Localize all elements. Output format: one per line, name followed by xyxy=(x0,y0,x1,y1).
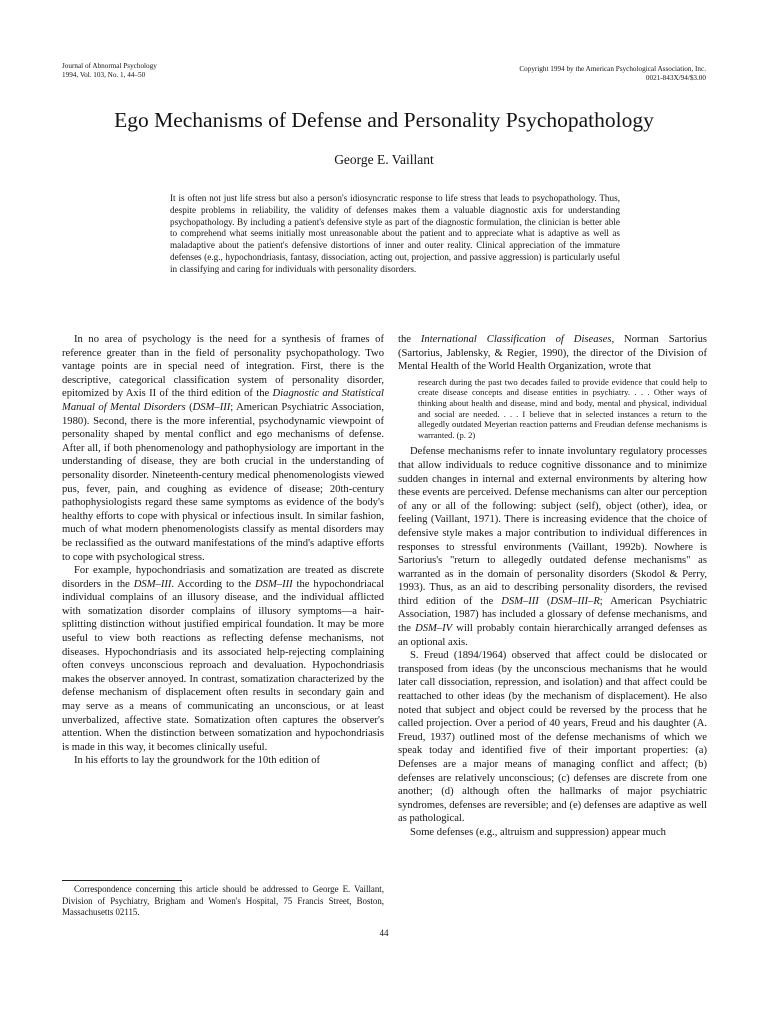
paragraph: Some defenses (e.g., altruism and suppression) appear much xyxy=(410,826,666,838)
journal-citation xyxy=(62,62,157,79)
block-quote xyxy=(418,377,707,441)
article-title: Ego Mechanisms of Defense and Personality Psychopathology xyxy=(114,108,654,132)
journal-name: Journal of Abnormal Psychology xyxy=(62,62,157,70)
abstract xyxy=(170,193,620,276)
footnote xyxy=(62,884,384,919)
paragraph: For example, hypochondriasis and somatization are treated as discrete disorders in the DSM–III. According to the DSM–III the hypochondriacal individual complains of an illusory disease, and the individual afflicted with somatization disorder complains of illusory symptoms—a hair-splitting distinction without justified empirical foundation. It may be more useful to view both reactions as reflecting defense mechanisms, not diseases. Hypochondriasis and its associated help-rejecting complaining often conveys unconscious reproach and devaluation. Hypochondriasis makes the observer annoyed. In contrast, somatization characterized by the defense mechanism of displacement often results in secondary gain and may serve as a means of communicating an unconscious, or at least unverbalized, affective state. Somatization often captures the observer's attention. When the distinction between somatization and hypochondriasis is made in this way, it becomes clinically useful. xyxy=(62,565,385,753)
paragraph: Defense mechanisms refer to innate involuntary regulatory processes that allow individuals to reduce cognitive dissonance and to minimize sudden changes in internal and external environments by altering how these events are perceived. Defense mechanisms can alter our perception of any or all of the following: subject (self), object (other), idea, or feeling (Vaillant, 1971). There is increasing evidence that the choice of defensive style makes a major contribution to individual differences in responses to stressful environments (Vaillant, 1992b). Nowhere is Sartorius's "return to allegedly outdated defense mechanisms" as warranted as in the domain of personality disorders (Skodol & Perry, 1993). Thus, as an aid to describing personality disorders, the revised third edition of the DSM–III (DSM–III–R; American Psychiatric Association, 1987) has included a glossary of defense mechanisms, and the DSM–IV will probably contain hierarchically arranged defenses as an optional axis. xyxy=(398,446,707,648)
copyright-line: Copyright 1994 by the American Psychological Association, Inc. xyxy=(519,65,706,73)
footnote-text: Correspondence concerning this article should be addressed to George E. Vaillant, Division of Psychiatry, Brigham and Women's Hospital, 75 Francis Street, Boston, Massachusetts 02115. xyxy=(62,884,384,918)
paragraph: S. Freud (1894/1964) observed that affect could be dislocated or transposed from ideas (by the unconscious mechanisms that he would later call dissociation, repression, and isolation) and that affect could be reattached to other ideas (by the mechanism of displacement). He also noted that subject and object could be reversed by the process that he called projection. Over a period of 40 years, Freud and his daughter (A. Freud, 1937) outlined most of the defense mechanisms of which we speak today and identified five of their important properties: (a) Defenses are a major means of managing conflict and affect; (b) defenses are relatively unconscious; (c) defenses are discrete from one another; (d) although often the hallmarks of major psychiatric syndromes, defenses are reversible; and (e) defenses are adaptive as well as pathological. xyxy=(398,650,707,825)
paragraph: the International Classification of Diseases, Norman Sartorius (Sartorius, Jablensky, & Regier, 1990), the director of the Division of Mental Health of the World Health Organization, wrote that xyxy=(398,334,707,373)
journal-volume: 1994, Vol. 103, No. 1, 44–50 xyxy=(62,70,146,79)
footnote-divider xyxy=(62,880,182,881)
abstract-text: It is often not just life stress but also a person's idiosyncratic response to life stress that leads to psychopathology. Thus, despite problems in reliability, the validity of defenses makes them a valuable diagnostic axis for understanding psychopathology. By including a patient's defensive style as part of the diagnostic formulation, the clinician is better able to comprehend what seems initially most unreasonable about the patient and to appreciate what is adaptive as well as maladaptive about the patient's defensive distortions of inner and outer reality. Clinical appreciation of the immature defenses (e.g., hypochondriasis, fantasy, dissociation, acting out, projection, and passive aggression) is particularly useful in classifying and caring for individuals with personality disorders. xyxy=(170,193,620,274)
article-author: George E. Vaillant xyxy=(334,152,434,167)
quote-text: research during the past two decades failed to provide evidence that could help to create disease concepts and disease entities in psychiatry. . . . Other ways of thinking about health and disease, mind and body, mental and physical, individual and social are needed. . . . I believe that in selected instances a return to the allegedly outdated Meyerian reaction patterns and Freudian defense mechanisms is warranted. (p. 2) xyxy=(418,376,707,440)
paragraph: In no area of psychology is the need for a synthesis of frames of reference greater than in the field of personality psychopathology. Two vantage points are in special need of integration. First, there is the descriptive, categorical classification system of personality disorder, epitomized by Axis II of the third edition of the Diagnostic and Statistical Manual of Mental Disorders (DSM–III; American Psychiatric Association, 1980). Second, there is the more inferential, psychodynamic viewpoint of personality shaped by mental conflict and ego mechanisms of defense. After all, if both phenomenology and pathophysiology are important in the understanding of disease, they are both crucial in the understanding of personality disorder. Nineteenth-century medical phenomenologists viewed pus, fever, pain, and coughing as evidence of disease; 20th-century pathophysiologists regard these same symptoms as evidence of the body's healthy efforts to cope with physical or infectious insult. In similar fashion, much of what modern phenomenologists classify as mental disorders may be reclassified as the outward manifestations of the mind's adaptive efforts to cope with psychological stress. xyxy=(62,334,384,563)
issn-line: 0021-843X/94/$3.00 xyxy=(645,73,706,82)
right-column xyxy=(398,333,707,840)
page-number: 44 xyxy=(379,928,389,938)
paragraph: In his efforts to lay the groundwork for the 10th edition of xyxy=(74,755,321,767)
left-column xyxy=(62,333,384,768)
copyright-notice xyxy=(519,65,706,82)
